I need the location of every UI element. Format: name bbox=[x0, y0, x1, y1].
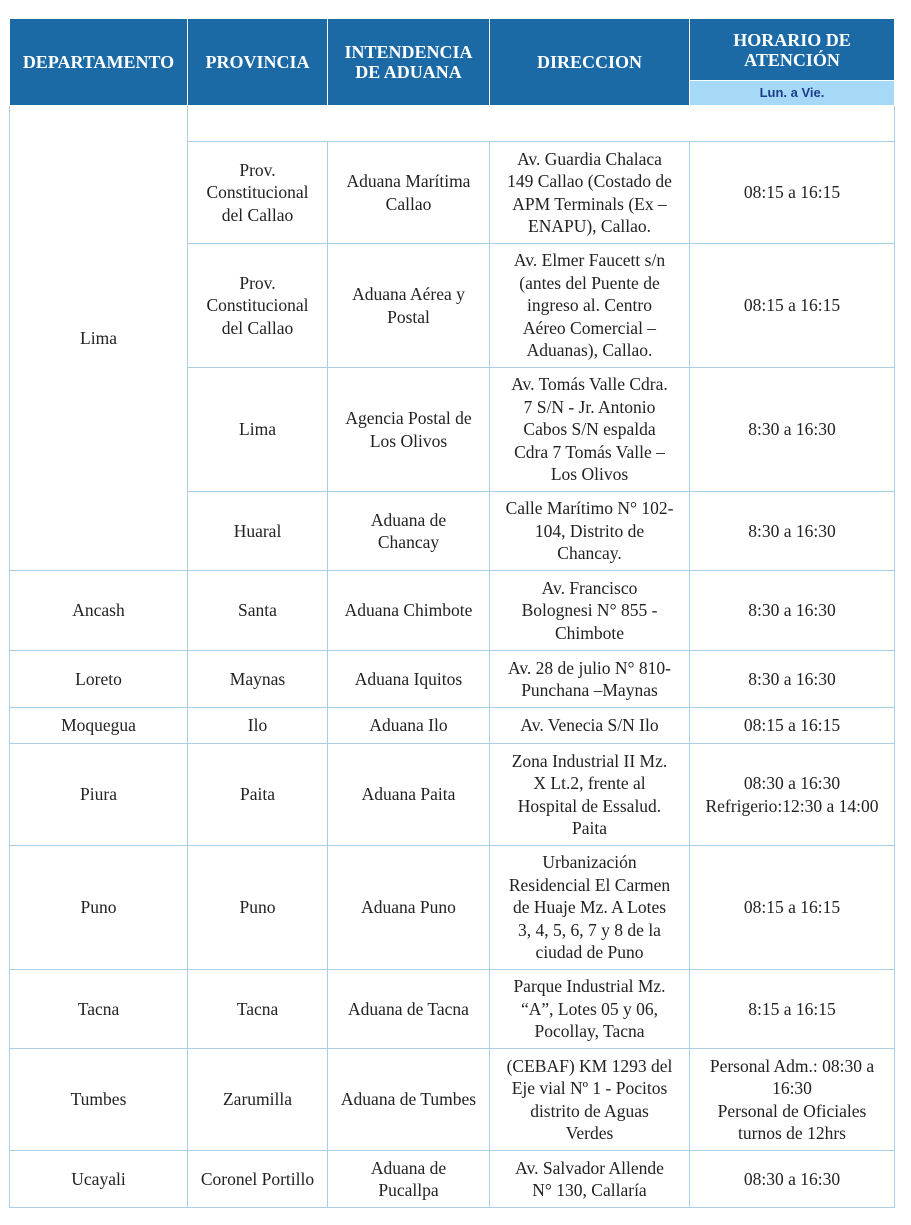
cell-horario: 08:15 a 16:15 bbox=[690, 708, 895, 744]
spacer-cell bbox=[188, 106, 895, 142]
cell-provincia: Santa bbox=[188, 571, 328, 651]
cell-direccion: Av. Guardia Chalaca 149 Callao (Costado de APM Terminals (Ex – ENAPU), Callao. bbox=[490, 142, 690, 244]
cell-provincia: Tacna bbox=[188, 970, 328, 1049]
cell-horario: 08:15 a 16:15 bbox=[690, 244, 895, 368]
cell-provincia: Ilo bbox=[188, 708, 328, 744]
cell-direccion: Calle Marítimo N° 102- 104, Distrito de Chancay. bbox=[490, 492, 690, 571]
cell-departamento: Puno bbox=[10, 846, 188, 970]
cell-intendencia: Aduana Iquitos bbox=[328, 651, 490, 708]
cell-departamento: Lima bbox=[10, 106, 188, 571]
spacer-row bbox=[10, 106, 895, 142]
cell-direccion: Urbanización Residencial El Carmen de Huaje Mz. A Lotes 3, 4, 5, 6, 7 y 8 de la ciudad de Puno bbox=[490, 846, 690, 970]
cell-provincia: Huaral bbox=[188, 492, 328, 571]
cell-horario: 08:30 a 16:30 Refrigerio:12:30 a 14:00 bbox=[690, 744, 895, 846]
cell-direccion: Parque Industrial Mz. “A”, Lotes 05 y 06, Pocollay, Tacna bbox=[490, 970, 690, 1049]
cell-intendencia: Aduana Marítima Callao bbox=[328, 142, 490, 244]
table-row bbox=[10, 744, 895, 846]
cell-provincia: Paita bbox=[188, 744, 328, 846]
table-row bbox=[10, 846, 895, 970]
cell-horario: 08:15 a 16:15 bbox=[690, 142, 895, 244]
cell-departamento: Loreto bbox=[10, 651, 188, 708]
cell-provincia: Lima bbox=[188, 368, 328, 492]
header-provincia: PROVINCIA bbox=[188, 19, 328, 106]
cell-departamento: Ucayali bbox=[10, 1151, 188, 1208]
cell-provincia: Zarumilla bbox=[188, 1049, 328, 1151]
header-horario-days: Lun. a Vie. bbox=[690, 81, 895, 106]
cell-provincia: Puno bbox=[188, 846, 328, 970]
cell-direccion: (CEBAF) KM 1293 del Eje vial Nº 1 - Pocitos distrito de Aguas Verdes bbox=[490, 1049, 690, 1151]
header-horario: HORARIO DE ATENCIÓN bbox=[690, 19, 895, 81]
cell-intendencia: Aduana Chimbote bbox=[328, 571, 490, 651]
cell-provincia: Prov. Constitucional del Callao bbox=[188, 142, 328, 244]
table-row bbox=[10, 708, 895, 744]
cell-provincia: Prov. Constitucional del Callao bbox=[188, 244, 328, 368]
cell-horario: 8:15 a 16:15 bbox=[690, 970, 895, 1049]
cell-intendencia: Aduana de Pucallpa bbox=[328, 1151, 490, 1208]
cell-intendencia: Aduana Ilo bbox=[328, 708, 490, 744]
header-departamento: DEPARTAMENTO bbox=[10, 19, 188, 106]
cell-horario: 8:30 a 16:30 bbox=[690, 368, 895, 492]
cell-direccion: Av. Tomás Valle Cdra. 7 S/N - Jr. Antonio Cabos S/N espalda Cdra 7 Tomás Valle – Los Olivos bbox=[490, 368, 690, 492]
cell-intendencia: Aduana de Tumbes bbox=[328, 1049, 490, 1151]
table-row bbox=[10, 1049, 895, 1151]
cell-intendencia: Aduana Aérea y Postal bbox=[328, 244, 490, 368]
cell-direccion: Av. Venecia S/N Ilo bbox=[490, 708, 690, 744]
table-row bbox=[10, 651, 895, 708]
table-row bbox=[10, 571, 895, 651]
cell-horario: Personal Adm.: 08:30 a 16:30 Personal de Oficiales turnos de 12hrs bbox=[690, 1049, 895, 1151]
cell-horario: 8:30 a 16:30 bbox=[690, 492, 895, 571]
cell-departamento: Tacna bbox=[10, 970, 188, 1049]
cell-direccion: Av. Elmer Faucett s/n (antes del Puente de ingreso al. Centro Aéreo Comercial – Aduanas), Callao. bbox=[490, 244, 690, 368]
cell-departamento: Ancash bbox=[10, 571, 188, 651]
cell-departamento: Tumbes bbox=[10, 1049, 188, 1151]
header-direccion: DIRECCION bbox=[490, 19, 690, 106]
aduanas-table bbox=[9, 18, 895, 1208]
cell-intendencia: Aduana de Chancay bbox=[328, 492, 490, 571]
cell-horario: 8:30 a 16:30 bbox=[690, 651, 895, 708]
cell-departamento: Piura bbox=[10, 744, 188, 846]
cell-intendencia: Aduana de Tacna bbox=[328, 970, 490, 1049]
cell-intendencia: Agencia Postal de Los Olivos bbox=[328, 368, 490, 492]
cell-provincia: Coronel Portillo bbox=[188, 1151, 328, 1208]
cell-provincia: Maynas bbox=[188, 651, 328, 708]
cell-horario: 08:15 a 16:15 bbox=[690, 846, 895, 970]
table-row bbox=[10, 970, 895, 1049]
cell-direccion: Av. 28 de julio N° 810- Punchana –Maynas bbox=[490, 651, 690, 708]
cell-direccion: Av. Salvador Allende N° 130, Callaría bbox=[490, 1151, 690, 1208]
cell-departamento: Moquegua bbox=[10, 708, 188, 744]
cell-intendencia: Aduana Paita bbox=[328, 744, 490, 846]
cell-intendencia: Aduana Puno bbox=[328, 846, 490, 970]
cell-horario: 8:30 a 16:30 bbox=[690, 571, 895, 651]
cell-horario: 08:30 a 16:30 bbox=[690, 1151, 895, 1208]
table-row bbox=[10, 1151, 895, 1208]
cell-direccion: Av. Francisco Bolognesi N° 855 - Chimbote bbox=[490, 571, 690, 651]
header-intendencia: INTENDENCIA DE ADUANA bbox=[328, 19, 490, 106]
cell-direccion: Zona Industrial II Mz. X Lt.2, frente al Hospital de Essalud. Paita bbox=[490, 744, 690, 846]
